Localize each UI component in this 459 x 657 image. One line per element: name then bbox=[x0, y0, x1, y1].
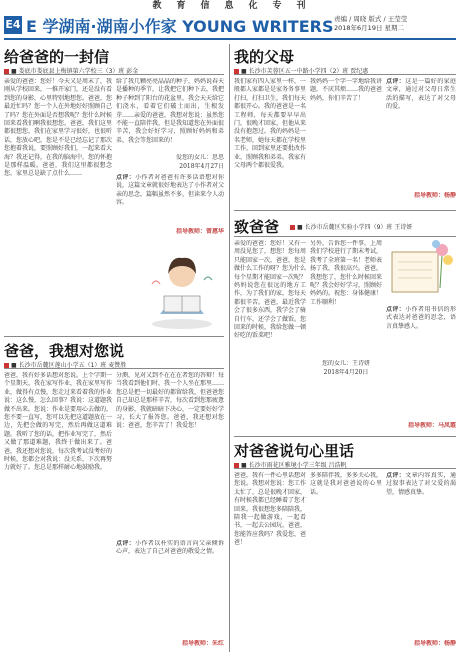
girl-reading-illustration bbox=[142, 244, 222, 330]
article-title-heart: 对爸爸说句心里话 bbox=[234, 442, 355, 460]
article-title-dad: 爸爸，我想对您说 bbox=[4, 342, 125, 360]
slogan-char: 息 bbox=[224, 1, 235, 11]
mydad-comment bbox=[386, 78, 456, 186]
section-divider bbox=[4, 336, 224, 337]
byline-rule bbox=[234, 74, 456, 75]
article-title-letter: 给爸爸的一封信 bbox=[4, 48, 110, 66]
letter-comment bbox=[116, 174, 224, 226]
comment-text: 小作者以朴实的语言向父亲倾诉心声，表达了自己对爸爸的敬爱之情。 bbox=[116, 540, 224, 556]
article-body-letter-col2: 给了我几颗亮亮晶晶的种子，妈妈说春天是播种的季节，让我把它们种下去，我把种子种到了阳台的花盆里，我会天天给它们浇水，看着它们破土而出，生根发芽……亲爱的爸爸，我想对您说：虽然您不能一直陪伴我，但是我知道您在外面很辛苦，我会好好学习，照顾好妈妈和弟弟，我会等您回来的！ bbox=[116, 78, 224, 144]
article-body-mydad-col2: 我妈妈一个字一字地给我讲题，不厌其烦……我的爸爸妈妈，你们辛苦了！ bbox=[310, 78, 382, 102]
dad-comment bbox=[116, 540, 224, 626]
article-byline-heart: ■ 长沙市雨花区雅境小学三年级 吕浩帆 bbox=[234, 460, 346, 469]
article-body-dad: 爸爸，我有好多话想对您说。上个学期一个星期天，我在家写作业，我在家里写作业，做得有点慢，您走过来看着我的作业说：这么慢，怎么回事？我说：这道题我做不出来。您说：作业是要用心去做的，您不要一直写，您可以先把这道题放在一边，先把会做的写完，然后再做这道难题。我听了您的话，把作业写完了，然后又做了那道难题，我终于做出来了。爸爸，我还想对您说，每次我考试没考好的时候，您都会对我说：没关系，下次再努力就好了。您总是那样耐心地鼓励我。 bbox=[4, 372, 112, 472]
heart-teacher: 指导教师：杨静 bbox=[413, 640, 456, 647]
column-divider bbox=[229, 44, 230, 652]
mom-teacher: 指导教师：马凤霞 bbox=[407, 422, 456, 429]
page-number: E4 bbox=[4, 16, 22, 34]
slogan-char: 信 bbox=[200, 1, 211, 11]
slogan-char: 刊 bbox=[296, 1, 307, 11]
header-slogan bbox=[0, 0, 459, 12]
byline-rule bbox=[234, 468, 456, 469]
date-line: 2018年6月19日 星期二 bbox=[334, 24, 405, 32]
article-byline-mydad: ■ 长沙市芙蓉区五一中路小学四（2）班 贾纪惠 bbox=[234, 66, 368, 75]
mom-date: 2018年4月20日 bbox=[323, 369, 369, 376]
comment-label: 点评： bbox=[116, 540, 136, 547]
mom-comment bbox=[386, 306, 456, 418]
slogan-char: 育 bbox=[176, 1, 187, 11]
section-divider bbox=[234, 210, 456, 211]
comment-text: 小作者用书信的形式表达对爸爸的思念，语言真挚感人。 bbox=[386, 306, 456, 330]
letter-teacher: 指导教师：曾惠华 bbox=[175, 228, 224, 235]
comment-text: 小作者对爸爸有许多话语想对你说，这篇文章就很好地表达了小作者对父亲的思念，篇幅虽然不多，但读来令人动容。 bbox=[116, 174, 224, 207]
header-rule bbox=[4, 38, 456, 40]
article-body-dad-col2: 分测，见对又到不在在在者您的答辩！每当我看到他们时，我一个人坐在那里……您总是把一切最好的都留给我，但爸爸您自己却总是那样辛苦，每次看到您那疲惫的身影，我就暗暗下决心，一定要好好学习，长大了报答您。爸爸，我还想对您说：爸爸，您辛苦了！我爱您！ bbox=[116, 372, 224, 430]
letter-sign: 爱您的女儿：思思 bbox=[175, 154, 224, 161]
article-body-letter: 亲爱的爸爸：您好！今天又是周末了，我刚从学校回来，一推开家门，还是没有看到您的身影，心里特别地想您。爸爸，您最近忙吗？您一个人在外地好好照顾自己了吗？您在外面是否想我呢？您什么时候回来看我们啊我很想您。爸爸，我们这里都很想您，我们在家里学习很好，也很听话，您放心吧。您是不是已经忘记了那次您抱着我说，要照顾好我们，一起来看大海？我还记得，在我的脑海中，您的怀抱是那样温暖。爸爸，我们这里都很想念您，家里总是缺了点什么…… bbox=[4, 78, 112, 178]
comment-label: 点评： bbox=[116, 174, 136, 181]
article-body-heart: 爸爸，我有一件心里话想对您说。我想对您说：您工作太忙了，总是很晚才回家，有时候我都已经睡着了您才回来。我很想您多陪陪我，陪我一起做游戏，一起看书，一起去公园玩。爸爸，您能答应我吗？我爱您，爸爸！ bbox=[234, 472, 306, 547]
article-byline-dad: ■ 长沙市岳麓区莲山小学五（1）班 麦赞胜 bbox=[4, 360, 126, 369]
comment-label: 点评： bbox=[386, 78, 406, 85]
byline-rule bbox=[234, 236, 456, 237]
comment-text: 这是一篇好的家庭文章，通过对父母日常生活的描写，表达了对父母的爱。 bbox=[386, 78, 456, 111]
article-title-mom: 致爸爸 bbox=[234, 218, 280, 236]
mydad-teacher: 指导教师：杨静 bbox=[413, 192, 456, 199]
byline-marker-icon bbox=[290, 225, 295, 230]
article-body-mydad: 我们家有四人家里一样，一般都人家都是是家务务事里打扫，打扫卫生，我们每天都很开心。我的爸爸是一名工程师，每天都要早早出门，很晚才回家，但他从来没有抱怨过。我的妈妈是一名老师，她每天都在学校里工作，回到家里还要批改作业，照顾我和弟弟。我家有父母两个都很爱我。 bbox=[234, 78, 306, 170]
comment-label: 点评： bbox=[386, 472, 406, 479]
editor-line: 责编 / 周晓 版式 / 王莹莹 bbox=[334, 15, 408, 23]
mom-sign: 您的女儿：王诗妍 bbox=[321, 360, 370, 367]
byline-rule bbox=[4, 74, 224, 75]
notebook-flower-illustration bbox=[386, 238, 456, 302]
comment-text: 文章内容真实，通过叙事表达了对父爱的渴望，情感真挚。 bbox=[386, 472, 456, 496]
page-meta bbox=[334, 15, 456, 33]
article-body-heart-col2: 多多陪伴我，多多关心我，这就是我对爸爸说的心里话。 bbox=[310, 472, 382, 496]
article-body-mom: 亲爱的爸爸：您好！又有一周没见您了，想您！您每周只能回家一次，爸爸，您是做什么工作的呀？您为什么每个星期才能回家一次呢？妈妈说您在很远的地方工作，为了我们的家，您每天都很辛苦。爸爸，最近我学会了很多东西，我学会了骑自行车，还学会了做饭。您回来的时候，我给您做一顿好吃的饭菜吧！ bbox=[234, 240, 306, 340]
byline-rule bbox=[4, 368, 224, 369]
article-title-mydad: 我的父母 bbox=[234, 48, 295, 66]
page-title: E 学湖南·湖南小作家 YOUNG WRITERS bbox=[26, 17, 334, 36]
slogan-char: 专 bbox=[272, 1, 283, 11]
article-byline-mom: ■ 长沙市岳麓区实验小学四（9）班 王诗妍 bbox=[290, 222, 412, 231]
heart-comment bbox=[386, 472, 456, 632]
slogan-char: 化 bbox=[248, 1, 259, 11]
article-body-mom-col2: 另外，告诉您一件事，上周我们学校进行了期末考试，我考了全班第一名！老师表扬了我，我很高兴。爸爸，我想您了，您什么时候回来呢？我会好好学习，照顾好妈妈的。祝您：身体健康！工作顺利！ bbox=[310, 240, 382, 306]
letter-date: 2018年4月27日 bbox=[179, 163, 224, 170]
section-divider bbox=[234, 436, 456, 437]
article-byline-letter: ■ 娄底市娄底县上梅镇第六学校三（3）班 彭金 bbox=[4, 66, 138, 75]
comment-label: 点评： bbox=[386, 306, 406, 313]
slogan-char: 教 bbox=[152, 1, 163, 11]
dad-teacher: 指导教师：朱红 bbox=[181, 640, 224, 647]
